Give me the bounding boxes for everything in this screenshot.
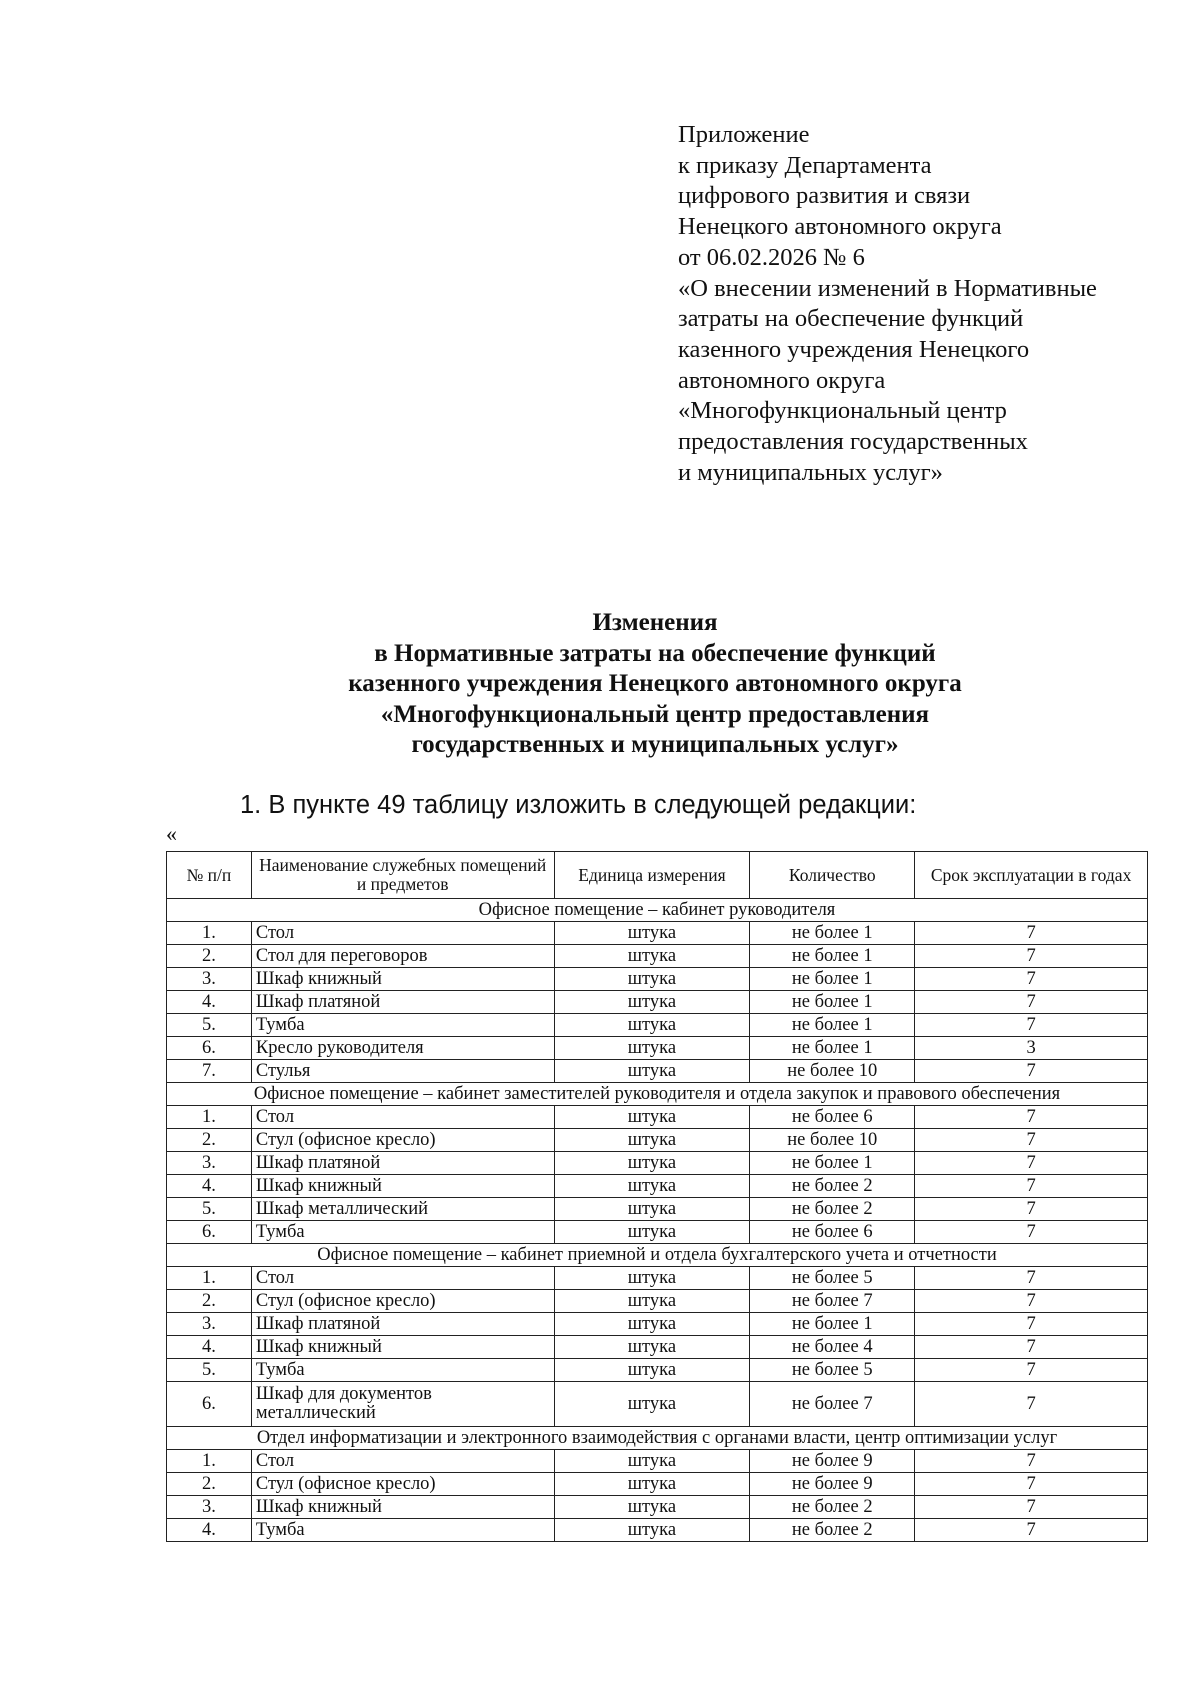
- unit: штука: [554, 922, 750, 945]
- unit: штука: [554, 1037, 750, 1060]
- item-name: Стол: [251, 1106, 554, 1129]
- section-header-row: [167, 1244, 1148, 1267]
- section-title: Офисное помещение – кабинет приемной и отдела бухгалтерского учета и отчетности: [167, 1244, 1148, 1267]
- item-name: Шкаф книжный: [251, 1336, 554, 1359]
- norms-table: [166, 851, 1148, 1542]
- service-life: 7: [915, 1060, 1148, 1083]
- title-line: в Нормативные затраты на обеспечение функций: [374, 639, 936, 667]
- table-row: [167, 1496, 1148, 1519]
- row-number: 6.: [167, 1382, 252, 1427]
- row-number: 2.: [167, 945, 252, 968]
- unit: штука: [554, 1198, 750, 1221]
- quantity: не более 6: [750, 1221, 915, 1244]
- table-row: [167, 1014, 1148, 1037]
- table-row: [167, 1519, 1148, 1542]
- quantity: не более 2: [750, 1496, 915, 1519]
- service-life: 3: [915, 1037, 1148, 1060]
- appendix-line: и муниципальных услуг»: [678, 458, 943, 486]
- appendix-line: Ненецкого автономного округа: [678, 213, 1002, 241]
- appendix-line: предоставления государственных: [678, 428, 1028, 456]
- service-life: 7: [915, 1519, 1148, 1542]
- unit: штука: [554, 1519, 750, 1542]
- table-row: [167, 1290, 1148, 1313]
- item-name: Стол: [251, 1450, 554, 1473]
- item-name: Стул (офисное кресло): [251, 1290, 554, 1313]
- item-name: Тумба: [251, 1519, 554, 1542]
- quantity: не более 9: [750, 1450, 915, 1473]
- service-life: 7: [915, 1336, 1148, 1359]
- unit: штука: [554, 1473, 750, 1496]
- table-row: [167, 1336, 1148, 1359]
- service-life: 7: [915, 1313, 1148, 1336]
- header-number: № п/п: [167, 852, 252, 899]
- item-name: Шкаф для документов металлический: [251, 1382, 554, 1427]
- item-name: Кресло руководителя: [251, 1037, 554, 1060]
- header-unit: Единица измерения: [554, 852, 750, 899]
- unit: штука: [554, 1359, 750, 1382]
- section-title: Офисное помещение – кабинет заместителей руководителя и отдела закупок и правового обеспечения: [167, 1083, 1148, 1106]
- table-row: [167, 1037, 1148, 1060]
- service-life: 7: [915, 1382, 1148, 1427]
- quantity: не более 10: [750, 1129, 915, 1152]
- table-header-row: [167, 852, 1148, 899]
- header-name: Наименование служебных помещений и предметов: [251, 852, 554, 899]
- table-row: [167, 945, 1148, 968]
- item-name: Стул (офисное кресло): [251, 1129, 554, 1152]
- row-number: 5.: [167, 1198, 252, 1221]
- table-row: [167, 1473, 1148, 1496]
- appendix-line: автономного округа: [678, 366, 886, 394]
- section-header-row: [167, 899, 1148, 922]
- service-life: 7: [915, 945, 1148, 968]
- appendix-line: Приложение: [678, 121, 810, 148]
- unit: штука: [554, 945, 750, 968]
- table-row: [167, 1267, 1148, 1290]
- table-row: [167, 1382, 1148, 1427]
- table-row: [167, 1175, 1148, 1198]
- item-name: Стол: [251, 922, 554, 945]
- section-title: Отдел информатизации и электронного взаимодействия с органами власти, центр оптимизации услуг: [167, 1427, 1148, 1450]
- row-number: 3.: [167, 968, 252, 991]
- service-life: 7: [915, 1106, 1148, 1129]
- row-number: 6.: [167, 1037, 252, 1060]
- item-name: Тумба: [251, 1014, 554, 1037]
- service-life: 7: [915, 1290, 1148, 1313]
- quantity: не более 4: [750, 1336, 915, 1359]
- opening-quote-mark: «: [166, 821, 177, 846]
- unit: штука: [554, 1313, 750, 1336]
- service-life: 7: [915, 1175, 1148, 1198]
- quantity: не более 9: [750, 1473, 915, 1496]
- unit: штука: [554, 1221, 750, 1244]
- row-number: 3.: [167, 1152, 252, 1175]
- unit: штука: [554, 1152, 750, 1175]
- table-row: [167, 1359, 1148, 1382]
- row-number: 2.: [167, 1290, 252, 1313]
- table-row: [167, 1106, 1148, 1129]
- quantity: не более 1: [750, 1037, 915, 1060]
- table-row: [167, 968, 1148, 991]
- title-line: «Многофункциональный центр предоставления: [380, 700, 930, 728]
- item-name: Шкаф книжный: [251, 1175, 554, 1198]
- service-life: 7: [915, 968, 1148, 991]
- unit: штука: [554, 1106, 750, 1129]
- appendix-line: от 06.02.2026 № 6: [678, 243, 865, 271]
- row-number: 5.: [167, 1359, 252, 1382]
- row-number: 1.: [167, 1450, 252, 1473]
- item-name: Тумба: [251, 1221, 554, 1244]
- item-name: Шкаф металлический: [251, 1198, 554, 1221]
- quantity: не более 1: [750, 968, 915, 991]
- item-name: Стул (офисное кресло): [251, 1473, 554, 1496]
- section-header-row: [167, 1427, 1148, 1450]
- item-name: Стол для переговоров: [251, 945, 554, 968]
- section-header-row: [167, 1083, 1148, 1106]
- section-title: Офисное помещение – кабинет руководителя: [167, 899, 1148, 922]
- appendix-block: [678, 120, 1097, 488]
- service-life: 7: [915, 1152, 1148, 1175]
- table-row: [167, 991, 1148, 1014]
- service-life: 7: [915, 1267, 1148, 1290]
- header-quantity: Количество: [750, 852, 915, 899]
- unit: штука: [554, 1060, 750, 1083]
- table-row: [167, 1060, 1148, 1083]
- service-life: 7: [915, 991, 1148, 1014]
- unit: штука: [554, 991, 750, 1014]
- row-number: 4.: [167, 1175, 252, 1198]
- header-service-life: Срок эксплуатации в годах: [915, 852, 1148, 899]
- item-name: Шкаф книжный: [251, 1496, 554, 1519]
- row-number: 4.: [167, 1336, 252, 1359]
- unit: штука: [554, 1496, 750, 1519]
- title-line: государственных и муниципальных услуг»: [411, 731, 899, 758]
- row-number: 3.: [167, 1313, 252, 1336]
- appendix-line: «О внесении изменений в Нормативные: [678, 274, 1097, 302]
- appendix-line: «Многофункциональный центр: [678, 397, 1007, 425]
- row-number: 4.: [167, 1519, 252, 1542]
- unit: штука: [554, 1175, 750, 1198]
- table-row: [167, 1129, 1148, 1152]
- row-number: 6.: [167, 1221, 252, 1244]
- item-name: Тумба: [251, 1359, 554, 1382]
- unit: штука: [554, 1382, 750, 1427]
- service-life: 7: [915, 1014, 1148, 1037]
- unit: штука: [554, 1290, 750, 1313]
- item-name: Шкаф платяной: [251, 991, 554, 1014]
- appendix-line: к приказу Департамента: [678, 151, 932, 179]
- quantity: не более 6: [750, 1106, 915, 1129]
- quantity: не более 7: [750, 1382, 915, 1427]
- service-life: 7: [915, 1129, 1148, 1152]
- row-number: 1.: [167, 1106, 252, 1129]
- service-life: 7: [915, 922, 1148, 945]
- quantity: не более 1: [750, 991, 915, 1014]
- table-row: [167, 1450, 1148, 1473]
- service-life: 7: [915, 1473, 1148, 1496]
- unit: штука: [554, 1450, 750, 1473]
- unit: штука: [554, 1014, 750, 1037]
- table-row: [167, 922, 1148, 945]
- unit: штука: [554, 1267, 750, 1290]
- item-name: Шкаф платяной: [251, 1152, 554, 1175]
- unit: штука: [554, 1336, 750, 1359]
- row-number: 4.: [167, 991, 252, 1014]
- row-number: 5.: [167, 1014, 252, 1037]
- quantity: не более 1: [750, 1014, 915, 1037]
- unit: штука: [554, 1129, 750, 1152]
- quantity: не более 2: [750, 1519, 915, 1542]
- appendix-line: казенного учреждения Ненецкого: [678, 335, 1030, 363]
- service-life: 7: [915, 1496, 1148, 1519]
- title-line: казенного учреждения Ненецкого автономного округа: [348, 670, 962, 697]
- item-name: Шкаф книжный: [251, 968, 554, 991]
- title-line: Изменения: [592, 609, 718, 636]
- service-life: 7: [915, 1198, 1148, 1221]
- table-row: [167, 1198, 1148, 1221]
- intro-paragraph: 1. В пункте 49 таблицу изложить в следующей редакции:: [240, 791, 917, 819]
- appendix-line: цифрового развития и связи: [678, 182, 971, 210]
- row-number: 7.: [167, 1060, 252, 1083]
- quantity: не более 7: [750, 1290, 915, 1313]
- quantity: не более 2: [750, 1198, 915, 1221]
- service-life: 7: [915, 1359, 1148, 1382]
- table-body: [167, 899, 1148, 1542]
- quantity: не более 10: [750, 1060, 915, 1083]
- appendix-line: затраты на обеспечение функций: [678, 305, 1024, 333]
- item-name: Шкаф платяной: [251, 1313, 554, 1336]
- document-title: [0, 608, 1200, 761]
- table-row: [167, 1152, 1148, 1175]
- row-number: 1.: [167, 922, 252, 945]
- row-number: 2.: [167, 1129, 252, 1152]
- item-name: Стулья: [251, 1060, 554, 1083]
- quantity: не более 1: [750, 1152, 915, 1175]
- table-row: [167, 1313, 1148, 1336]
- unit: штука: [554, 968, 750, 991]
- quantity: не более 5: [750, 1267, 915, 1290]
- service-life: 7: [915, 1450, 1148, 1473]
- quantity: не более 1: [750, 945, 915, 968]
- row-number: 3.: [167, 1496, 252, 1519]
- row-number: 2.: [167, 1473, 252, 1496]
- quantity: не более 1: [750, 1313, 915, 1336]
- item-name: Стол: [251, 1267, 554, 1290]
- quantity: не более 1: [750, 922, 915, 945]
- row-number: 1.: [167, 1267, 252, 1290]
- table-row: [167, 1221, 1148, 1244]
- quantity: не более 2: [750, 1175, 915, 1198]
- quantity: не более 5: [750, 1359, 915, 1382]
- service-life: 7: [915, 1221, 1148, 1244]
